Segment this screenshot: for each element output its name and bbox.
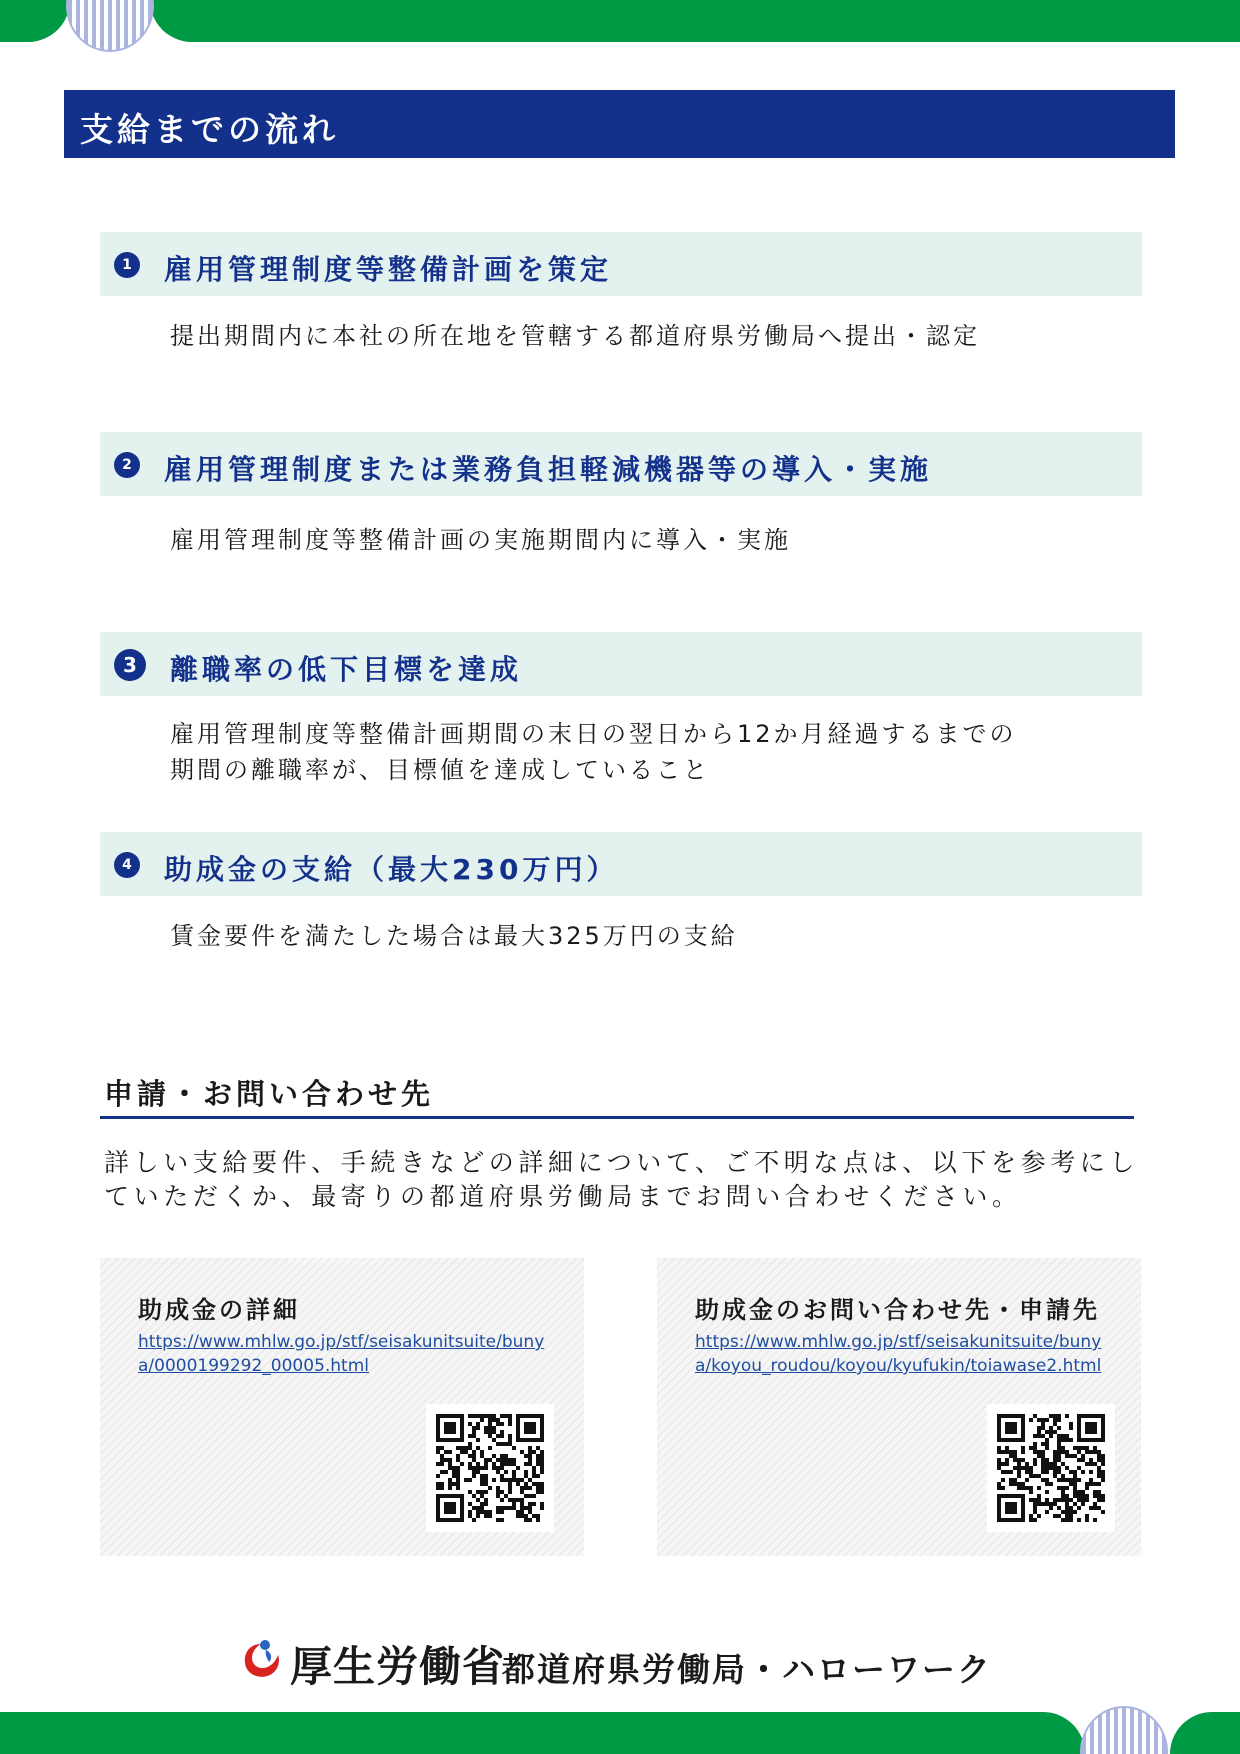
step-3-desc-line-2: 期間の離職率が、目標値を達成していること xyxy=(170,756,710,784)
step-2-description xyxy=(170,522,791,558)
step-1-description xyxy=(170,318,980,354)
striped-circle-decoration xyxy=(66,0,154,52)
info-box-details-title: 助成金の詳細 xyxy=(138,1296,300,1324)
step-4-description xyxy=(170,918,738,954)
step-2-title: 雇用管理制度または業務負担軽減機器等の導入・実施 xyxy=(164,453,933,486)
step-3-header xyxy=(100,632,1142,696)
qr-code-details xyxy=(426,1404,554,1532)
contact-description: 詳しい支給要件、手続きなどの詳細について、ご不明な点は、以下を参考にしていただくか、最寄りの都道府県労働局までお問い合わせください。 xyxy=(104,1148,1140,1211)
step-3-desc-line-1: 雇用管理制度等整備計画期間の末日の翌日から12か月経過するまでの xyxy=(170,720,1017,748)
step-number-1: 1 xyxy=(114,252,140,278)
info-box-contact xyxy=(657,1258,1141,1556)
step-3-description xyxy=(170,716,1017,788)
bottom-band-right xyxy=(1170,1712,1240,1754)
step-2-header xyxy=(100,432,1142,496)
qr-code-contact xyxy=(987,1404,1115,1532)
step-number-2: 2 xyxy=(114,452,140,478)
step-1-desc-line: 提出期間内に本社の所在地を管轄する都道府県労働局へ提出・認定 xyxy=(170,322,980,350)
section-header xyxy=(64,90,1175,158)
bureau-name: 都道府県労働局・ハローワーク xyxy=(502,1650,992,1689)
step-4-header xyxy=(100,832,1142,896)
step-4-desc-line: 賃金要件を満たした場合は最大325万円の支給 xyxy=(170,922,738,950)
step-1-title: 雇用管理制度等整備計画を策定 xyxy=(164,253,613,286)
step-2-desc-line: 雇用管理制度等整備計画の実施期間内に導入・実施 xyxy=(170,526,791,554)
top-band xyxy=(0,0,1240,42)
section-header-title: 支給までの流れ xyxy=(80,110,339,149)
bottom-band-left xyxy=(0,1712,1085,1754)
ministry-logo-icon xyxy=(238,1636,284,1682)
step-3-title: 離職率の低下目標を達成 xyxy=(170,653,523,686)
step-number-4: 4 xyxy=(114,852,140,878)
step-4-title: 助成金の支給（最大230万円） xyxy=(164,853,619,886)
info-box-details xyxy=(100,1258,584,1556)
contact-link[interactable]: https://www.mhlw.go.jp/stf/seisakunitsuite/bunya/koyou_roudou/koyou/kyufukin/toiawase2.html xyxy=(695,1332,1102,1376)
top-band-left xyxy=(0,0,70,42)
contact-heading: 申請・お問い合わせ先 xyxy=(104,1077,435,1111)
striped-circle-decoration-bottom xyxy=(1080,1706,1168,1754)
step-1-header xyxy=(100,232,1142,296)
footer-logo xyxy=(238,1632,998,1690)
details-link[interactable]: https://www.mhlw.go.jp/stf/seisakunitsuite/bunya/0000199292_00005.html xyxy=(138,1332,545,1376)
top-band-right xyxy=(150,0,1240,42)
contact-heading-rule xyxy=(100,1116,1134,1119)
step-number-3: 3 xyxy=(114,649,146,681)
ministry-name: 厚生労働省 xyxy=(290,1642,506,1691)
info-box-contact-title: 助成金のお問い合わせ先・申請先 xyxy=(695,1296,1100,1324)
